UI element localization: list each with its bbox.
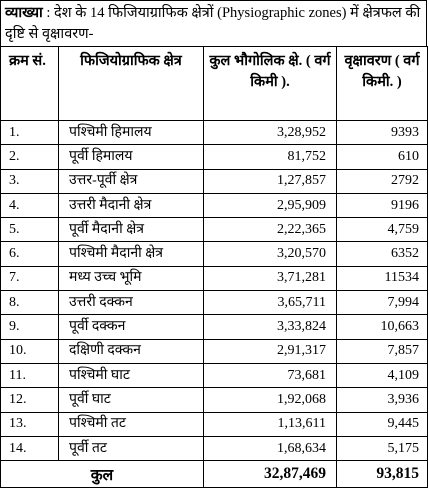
table-row <box>1 339 428 363</box>
table-row <box>1 169 428 193</box>
cell-area: 3,33,824 <box>204 315 337 339</box>
table-row <box>1 291 428 315</box>
cell-tree-cover: 4,759 <box>337 218 428 242</box>
cell-tree-cover: 10,663 <box>337 315 428 339</box>
cell-area: 2,95,909 <box>204 193 337 217</box>
cell-zone: पश्चिमी घाट <box>59 363 204 387</box>
cell-zone: पूर्वी दक्कन <box>59 315 204 339</box>
cell-tree-cover: 9196 <box>337 193 428 217</box>
table-row <box>1 315 428 339</box>
cell-area: 2,22,365 <box>204 218 337 242</box>
cell-area: 1,92,068 <box>204 388 337 412</box>
cell-serial: 13. <box>1 412 59 436</box>
table-row <box>1 436 428 460</box>
cell-serial: 6. <box>1 242 59 266</box>
table-row <box>1 193 428 217</box>
cell-zone: पूर्वी घाट <box>59 388 204 412</box>
cell-area: 3,71,281 <box>204 266 337 290</box>
cell-area: 1,13,611 <box>204 412 337 436</box>
header-serial: क्रम सं. <box>1 47 59 121</box>
total-row <box>1 461 428 488</box>
cell-tree-cover: 610 <box>337 145 428 169</box>
cell-zone: पश्चिमी हिमालय <box>59 121 204 145</box>
cell-area: 73,681 <box>204 363 337 387</box>
cell-serial: 2. <box>1 145 59 169</box>
table-row <box>1 266 428 290</box>
header-area: कुल भौगोलिक क्षे. ( वर्ग किमी ). <box>204 47 337 121</box>
total-tree-cover: 93,815 <box>337 461 428 488</box>
header-tree-cover: वृक्षावरण ( वर्ग किमी. ) <box>337 47 428 121</box>
cell-serial: 3. <box>1 169 59 193</box>
cell-serial: 11. <box>1 363 59 387</box>
cell-zone: मध्य उच्च भूमि <box>59 266 204 290</box>
total-area: 32,87,469 <box>204 461 337 488</box>
table-row <box>1 412 428 436</box>
total-label: कुल <box>1 461 204 488</box>
tree-cover-table <box>0 46 428 488</box>
cell-serial: 4. <box>1 193 59 217</box>
cell-tree-cover: 11534 <box>337 266 428 290</box>
cell-area: 1,27,857 <box>204 169 337 193</box>
cell-serial: 5. <box>1 218 59 242</box>
cell-serial: 8. <box>1 291 59 315</box>
cell-zone: पूर्वी हिमालय <box>59 145 204 169</box>
cell-zone: उत्तरी मैदानी क्षेत्र <box>59 193 204 217</box>
table-row <box>1 363 428 387</box>
cell-tree-cover: 4,109 <box>337 363 428 387</box>
cell-area: 3,28,952 <box>204 121 337 145</box>
header-row <box>1 47 428 121</box>
intro-label: व्याख्या <box>5 5 43 21</box>
cell-zone: पूर्वी मैदानी क्षेत्र <box>59 218 204 242</box>
cell-area: 81,752 <box>204 145 337 169</box>
cell-zone: उत्तरी दक्कन <box>59 291 204 315</box>
cell-zone: उत्तर-पूर्वी क्षेत्र <box>59 169 204 193</box>
cell-tree-cover: 9,445 <box>337 412 428 436</box>
table-row <box>1 121 428 145</box>
cell-area: 1,68,634 <box>204 436 337 460</box>
cell-serial: 10. <box>1 339 59 363</box>
intro-text: : देश के 14 फिजियाग्राफिक क्षेत्रों (Physiographic zones) में क्षेत्रफल की दृष्टि से वृक्षावरण- <box>5 5 421 42</box>
cell-zone: पश्चिमी तट <box>59 412 204 436</box>
cell-tree-cover: 6352 <box>337 242 428 266</box>
cell-serial: 9. <box>1 315 59 339</box>
cell-zone: पूर्वी तट <box>59 436 204 460</box>
cell-area: 3,65,711 <box>204 291 337 315</box>
cell-tree-cover: 3,936 <box>337 388 428 412</box>
cell-tree-cover: 7,994 <box>337 291 428 315</box>
cell-serial: 12. <box>1 388 59 412</box>
intro-paragraph <box>0 0 427 47</box>
cell-serial: 14. <box>1 436 59 460</box>
table-row <box>1 218 428 242</box>
cell-area: 3,20,570 <box>204 242 337 266</box>
cell-tree-cover: 2792 <box>337 169 428 193</box>
cell-tree-cover: 7,857 <box>337 339 428 363</box>
cell-tree-cover: 9393 <box>337 121 428 145</box>
table-row <box>1 388 428 412</box>
cell-zone: पश्चिमी मैदानी क्षेत्र <box>59 242 204 266</box>
table-row <box>1 242 428 266</box>
table-row <box>1 145 428 169</box>
cell-area: 2,91,317 <box>204 339 337 363</box>
cell-serial: 7. <box>1 266 59 290</box>
cell-serial: 1. <box>1 121 59 145</box>
header-zone: फिजियोग्राफिक क्षेत्र <box>59 47 204 121</box>
cell-zone: दक्षिणी दक्कन <box>59 339 204 363</box>
cell-tree-cover: 5,175 <box>337 436 428 460</box>
